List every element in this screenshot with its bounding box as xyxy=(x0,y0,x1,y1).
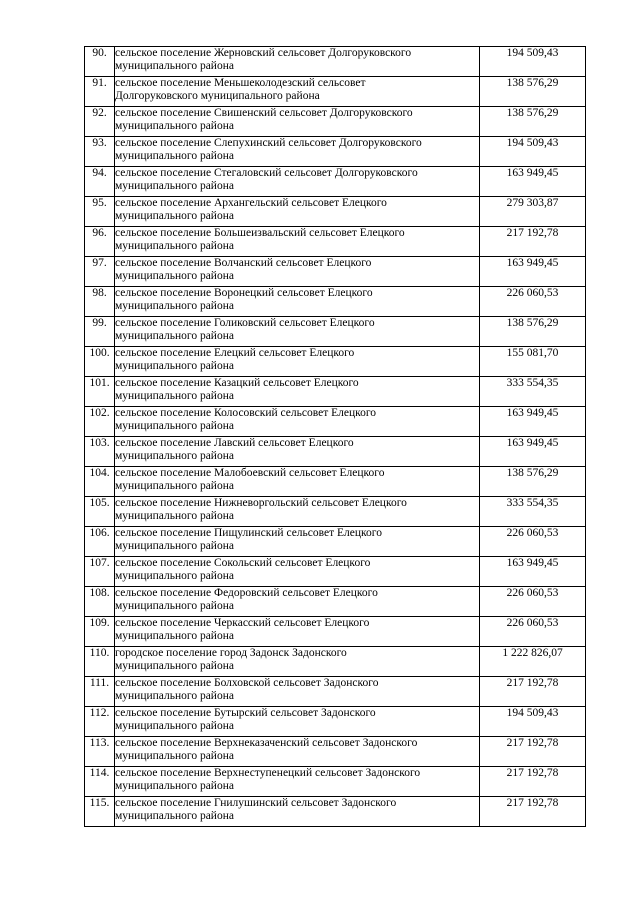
table-row xyxy=(85,647,586,677)
amount-value: 155 081,70 xyxy=(480,347,586,377)
municipality-name xyxy=(115,167,480,197)
municipality-name-line1: сельское поселение Меньшеколодезский сельсовет xyxy=(115,77,366,89)
table-row xyxy=(85,677,586,707)
amount-value: 217 192,78 xyxy=(480,227,586,257)
table-row xyxy=(85,77,586,107)
municipality-name-line1: городское поселение город Задонск Задонского xyxy=(115,647,347,659)
municipality-name xyxy=(115,467,480,497)
amount-value: 333 554,35 xyxy=(480,497,586,527)
amount-value: 138 576,29 xyxy=(480,317,586,347)
municipality-name xyxy=(115,677,480,707)
municipality-name xyxy=(115,797,480,827)
municipality-name-line1: сельское поселение Сокольский сельсовет Елецкого xyxy=(115,557,371,569)
table-row xyxy=(85,197,586,227)
row-number: 90. xyxy=(85,47,115,77)
municipality-name-line1: сельское поселение Малобоевский сельсовет Елецкого xyxy=(115,467,385,479)
municipality-name-line2: муниципального района xyxy=(115,330,234,342)
row-number: 115. xyxy=(85,797,115,827)
row-number: 110. xyxy=(85,647,115,677)
table-body xyxy=(85,47,586,827)
table-row xyxy=(85,317,586,347)
amount-value: 163 949,45 xyxy=(480,257,586,287)
municipality-name-line1: сельское поселение Стегаловский сельсовет Долгоруковского xyxy=(115,167,418,179)
table-row xyxy=(85,167,586,197)
row-number: 94. xyxy=(85,167,115,197)
table-row xyxy=(85,227,586,257)
municipality-name-line2: муниципального района xyxy=(115,570,234,582)
table-row xyxy=(85,347,586,377)
table-row xyxy=(85,287,586,317)
row-number: 100. xyxy=(85,347,115,377)
amount-value: 217 192,78 xyxy=(480,797,586,827)
amount-value: 138 576,29 xyxy=(480,107,586,137)
municipality-name-line1: сельское поселение Нижневоргольский сельсовет Елецкого xyxy=(115,497,407,509)
amount-value: 279 303,87 xyxy=(480,197,586,227)
table-row xyxy=(85,557,586,587)
amount-value: 226 060,53 xyxy=(480,587,586,617)
municipality-name-line1: сельское поселение Черкасский сельсовет Елецкого xyxy=(115,617,370,629)
municipality-name-line1: сельское поселение Пищулинский сельсовет Елецкого xyxy=(115,527,382,539)
municipality-name-line1: сельское поселение Жерновский сельсовет Долгоруковского xyxy=(115,47,412,59)
table-row xyxy=(85,617,586,647)
amount-value: 138 576,29 xyxy=(480,467,586,497)
municipality-name xyxy=(115,437,480,467)
municipality-name-line2: муниципального района xyxy=(115,480,234,492)
municipality-name xyxy=(115,497,480,527)
municipality-name xyxy=(115,767,480,797)
amount-value: 217 192,78 xyxy=(480,737,586,767)
municipality-name xyxy=(115,407,480,437)
municipality-name-line2: муниципального района xyxy=(115,510,234,522)
municipality-name-line2: муниципального района xyxy=(115,780,234,792)
municipality-name xyxy=(115,707,480,737)
amount-value: 226 060,53 xyxy=(480,527,586,557)
municipality-name xyxy=(115,647,480,677)
amount-value: 163 949,45 xyxy=(480,407,586,437)
municipality-name-line1: сельское поселение Слепухинский сельсовет Долгоруковского xyxy=(115,137,422,149)
row-number: 101. xyxy=(85,377,115,407)
municipality-name-line2: муниципального района xyxy=(115,300,234,312)
municipality-name-line1: сельское поселение Верхнеказаченский сельсовет Задонского xyxy=(115,737,418,749)
municipality-name-line1: сельское поселение Большеизвальский сельсовет Елецкого xyxy=(115,227,405,239)
municipality-name-line1: сельское поселение Федоровский сельсовет Елецкого xyxy=(115,587,378,599)
row-number: 97. xyxy=(85,257,115,287)
municipality-name-line1: сельское поселение Казацкий сельсовет Елецкого xyxy=(115,377,359,389)
municipality-name-line1: сельское поселение Колосовский сельсовет Елецкого xyxy=(115,407,377,419)
table-row xyxy=(85,107,586,137)
table-row xyxy=(85,257,586,287)
municipality-name xyxy=(115,77,480,107)
municipality-name xyxy=(115,377,480,407)
table-row xyxy=(85,467,586,497)
row-number: 98. xyxy=(85,287,115,317)
table-row xyxy=(85,47,586,77)
row-number: 91. xyxy=(85,77,115,107)
municipality-name-line1: сельское поселение Лавский сельсовет Елецкого xyxy=(115,437,354,449)
municipality-name-line2: муниципального района xyxy=(115,210,234,222)
municipality-name-line2: муниципального района xyxy=(115,630,234,642)
row-number: 96. xyxy=(85,227,115,257)
table-row xyxy=(85,497,586,527)
municipality-name-line1: сельское поселение Голиковский сельсовет Елецкого xyxy=(115,317,375,329)
amount-value: 226 060,53 xyxy=(480,287,586,317)
municipality-name-line2: муниципального района xyxy=(115,750,234,762)
table-row xyxy=(85,137,586,167)
amount-value: 138 576,29 xyxy=(480,77,586,107)
amount-value: 217 192,78 xyxy=(480,677,586,707)
amount-value: 226 060,53 xyxy=(480,617,586,647)
table-row xyxy=(85,767,586,797)
amount-value: 163 949,45 xyxy=(480,167,586,197)
municipality-name xyxy=(115,587,480,617)
municipality-name-line1: сельское поселение Архангельский сельсовет Елецкого xyxy=(115,197,387,209)
table-row xyxy=(85,407,586,437)
municipality-name xyxy=(115,317,480,347)
municipality-name-line1: сельское поселение Верхнеступенецкий сельсовет Задонского xyxy=(115,767,421,779)
municipality-name-line2: муниципального района xyxy=(115,240,234,252)
municipality-name-line2: муниципального района xyxy=(115,720,234,732)
table-row xyxy=(85,707,586,737)
municipality-name xyxy=(115,347,480,377)
municipality-name xyxy=(115,227,480,257)
municipality-name-line2: муниципального района xyxy=(115,60,234,72)
table-row xyxy=(85,587,586,617)
amount-value: 194 509,43 xyxy=(480,137,586,167)
row-number: 111. xyxy=(85,677,115,707)
row-number: 109. xyxy=(85,617,115,647)
municipality-name-line1: сельское поселение Гнилушинский сельсовет Задонского xyxy=(115,797,397,809)
municipality-name-line2: муниципального района xyxy=(115,600,234,612)
municipality-name-line2: муниципального района xyxy=(115,150,234,162)
row-number: 102. xyxy=(85,407,115,437)
amount-value: 1 222 826,07 xyxy=(480,647,586,677)
municipality-name-line2: муниципального района xyxy=(115,420,234,432)
municipality-name-line2: муниципального района xyxy=(115,270,234,282)
municipality-name-line2: Долгоруковского муниципального района xyxy=(115,90,320,102)
budget-allocation-table xyxy=(84,46,586,827)
municipality-name-line2: муниципального района xyxy=(115,810,234,822)
municipality-name xyxy=(115,257,480,287)
municipality-name-line2: муниципального района xyxy=(115,660,234,672)
municipality-name-line2: муниципального района xyxy=(115,180,234,192)
municipality-name xyxy=(115,737,480,767)
row-number: 106. xyxy=(85,527,115,557)
municipality-name xyxy=(115,107,480,137)
row-number: 99. xyxy=(85,317,115,347)
table-row xyxy=(85,437,586,467)
municipality-name xyxy=(115,617,480,647)
row-number: 113. xyxy=(85,737,115,767)
row-number: 103. xyxy=(85,437,115,467)
municipality-name-line2: муниципального района xyxy=(115,360,234,372)
row-number: 114. xyxy=(85,767,115,797)
municipality-name-line1: сельское поселение Бутырский сельсовет Задонского xyxy=(115,707,376,719)
row-number: 108. xyxy=(85,587,115,617)
municipality-name-line1: сельское поселение Волчанский сельсовет Елецкого xyxy=(115,257,372,269)
row-number: 105. xyxy=(85,497,115,527)
municipality-name-line1: сельское поселение Свишенский сельсовет Долгоруковского xyxy=(115,107,413,119)
amount-value: 217 192,78 xyxy=(480,767,586,797)
row-number: 93. xyxy=(85,137,115,167)
municipality-name xyxy=(115,137,480,167)
municipality-name-line2: муниципального района xyxy=(115,120,234,132)
municipality-name-line1: сельское поселение Воронецкий сельсовет Елецкого xyxy=(115,287,373,299)
table-row xyxy=(85,797,586,827)
amount-value: 333 554,35 xyxy=(480,377,586,407)
table-row xyxy=(85,527,586,557)
amount-value: 163 949,45 xyxy=(480,557,586,587)
municipality-name-line1: сельское поселение Болховской сельсовет Задонского xyxy=(115,677,379,689)
municipality-name-line2: муниципального района xyxy=(115,390,234,402)
municipality-name-line2: муниципального района xyxy=(115,690,234,702)
row-number: 112. xyxy=(85,707,115,737)
row-number: 95. xyxy=(85,197,115,227)
municipality-name xyxy=(115,557,480,587)
municipality-name xyxy=(115,287,480,317)
row-number: 92. xyxy=(85,107,115,137)
amount-value: 194 509,43 xyxy=(480,47,586,77)
table-row xyxy=(85,737,586,767)
municipality-name xyxy=(115,527,480,557)
municipality-name xyxy=(115,47,480,77)
row-number: 104. xyxy=(85,467,115,497)
table-row xyxy=(85,377,586,407)
row-number: 107. xyxy=(85,557,115,587)
municipality-name xyxy=(115,197,480,227)
municipality-name-line2: муниципального района xyxy=(115,540,234,552)
amount-value: 194 509,43 xyxy=(480,707,586,737)
municipality-name-line2: муниципального района xyxy=(115,450,234,462)
amount-value: 163 949,45 xyxy=(480,437,586,467)
municipality-name-line1: сельское поселение Елецкий сельсовет Елецкого xyxy=(115,347,355,359)
